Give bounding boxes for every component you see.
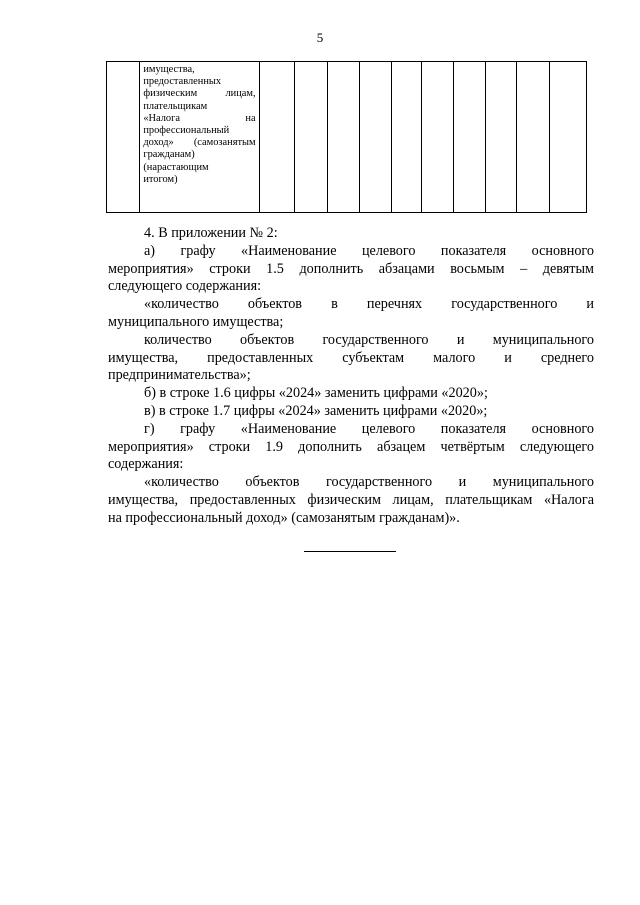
paragraph-item-a: [108, 243, 594, 296]
text-line: б) в строке 1.6 цифры «2024» заменить цифрами «2020»;: [144, 385, 488, 402]
table-cell-value: [391, 62, 421, 213]
table-cell-value: [259, 62, 294, 213]
table-cell-value: [294, 62, 327, 213]
paragraph-quote-1: [108, 296, 594, 332]
desc-line: плательщикам: [143, 100, 208, 112]
document-body: [108, 225, 594, 528]
text-line: а) графу «Наименование целевого показателя основного: [144, 242, 594, 259]
table-cell-number: [107, 62, 140, 213]
desc-line: предоставленных: [143, 76, 222, 88]
desc-line: (нарастающим: [143, 161, 209, 173]
paragraph-quote-3: [108, 474, 594, 527]
closing-line-divider: [304, 551, 396, 552]
table-cell-value: [359, 62, 391, 213]
paragraph-item-d: [108, 421, 594, 474]
text-line: имущества, предоставленных субъектам малого и среднего: [108, 349, 594, 366]
text-line: имущества, предоставленных физическим лицам, плательщикам «Налога: [108, 491, 594, 508]
desc-line: физическим лицам,: [143, 88, 256, 100]
desc-line: гражданам): [143, 149, 195, 161]
text-line: «количество объектов в перечнях государственного и: [144, 296, 594, 313]
paragraph-heading: [108, 225, 594, 243]
text-line: количество объектов государственного и муниципального: [144, 331, 594, 348]
data-table: [106, 61, 587, 213]
text-line: мероприятия» строки 1.9 дополнить абзацем четвёртым следующего: [108, 438, 594, 455]
desc-line: доход» (самозанятым: [143, 137, 256, 149]
paragraph-quote-2: [108, 332, 594, 385]
text-line: «количество объектов государственного и муниципального: [144, 474, 594, 491]
paragraph-item-c: [108, 403, 594, 421]
table-row: [107, 62, 587, 213]
text-line: в) в строке 1.7 цифры «2024» заменить цифрами «2020»;: [144, 402, 488, 419]
desc-line: имущества,: [143, 64, 195, 75]
text-line: г) графу «Наименование целевого показателя основного: [144, 420, 594, 437]
paragraph-item-b: [108, 385, 594, 403]
table-cell-value: [422, 62, 453, 213]
text-line: муниципального имущества;: [108, 313, 284, 330]
desc-line: профессиональный: [143, 125, 230, 137]
desc-line: «Налога на: [143, 112, 256, 124]
table-cell-value: [549, 62, 586, 213]
text-line: мероприятия» строки 1.5 дополнить абзацами восьмым – девятым: [108, 260, 594, 277]
desc-line: итогом): [143, 173, 178, 185]
text-line: содержания:: [108, 456, 184, 473]
table-cell-value: [328, 62, 359, 213]
text-line: следующего содержания:: [108, 278, 262, 295]
text-line: 4. В приложении № 2:: [144, 225, 278, 241]
table-cell-value: [453, 62, 485, 213]
page-number: 5: [316, 30, 324, 45]
table-cell-description: [140, 62, 259, 213]
text-line: предпринимательства»;: [108, 367, 251, 384]
table-cell-value: [485, 62, 516, 213]
table-cell-value: [517, 62, 549, 213]
text-line: на профессиональный доход» (самозанятым гражданам)».: [108, 509, 460, 526]
